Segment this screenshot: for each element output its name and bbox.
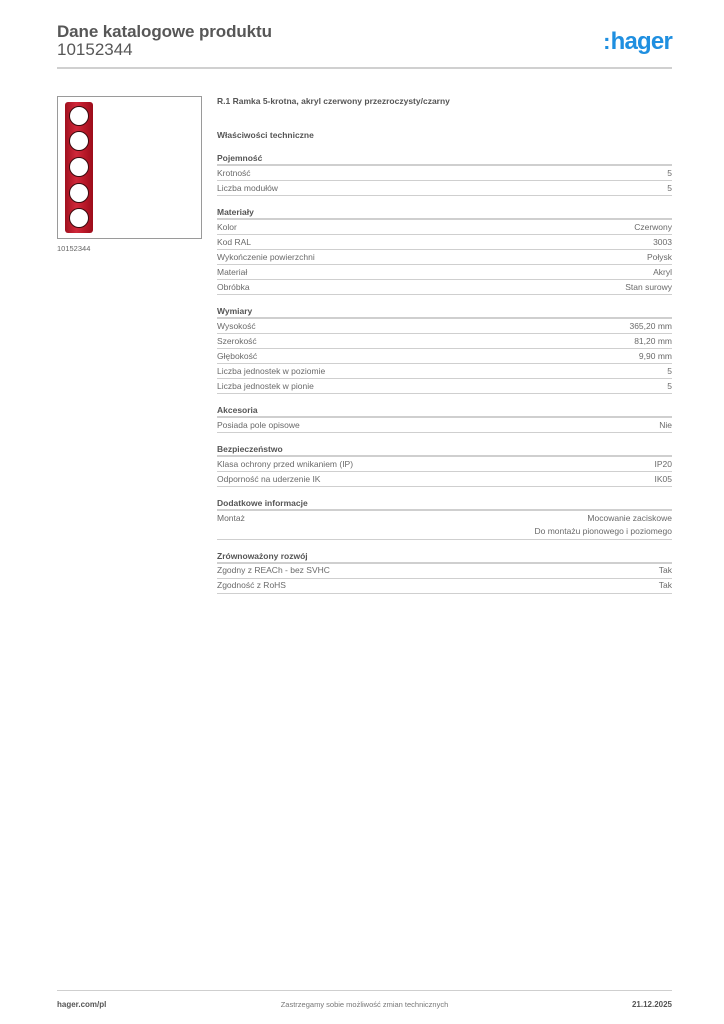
product-image xyxy=(57,96,202,239)
logo-text: hager xyxy=(610,28,672,55)
spec-value: 365,20 mm xyxy=(629,320,672,331)
spec-value: Tak xyxy=(658,565,672,575)
section-safety xyxy=(217,443,672,487)
spec-row xyxy=(217,349,672,364)
frame-opening xyxy=(69,208,89,228)
spec-label: Posiada pole opisowe xyxy=(217,419,300,430)
section-title: Dodatkowe informacje xyxy=(217,497,672,511)
spec-value: Stan surowy xyxy=(625,281,672,292)
hager-logo xyxy=(603,28,672,56)
section-title: Bezpieczeństwo xyxy=(217,443,672,457)
spec-row xyxy=(217,564,672,579)
image-caption: 10152344 xyxy=(57,244,91,253)
section-title: Zrównoważony rozwój xyxy=(217,550,672,564)
spec-label: Wysokość xyxy=(217,320,256,331)
disclaimer-text: Zastrzegamy sobie możliwość zmian technicznych xyxy=(280,1000,449,1009)
spec-label: Kod RAL xyxy=(217,236,252,247)
spec-label: Zgodny z REACh - bez SVHC xyxy=(217,565,330,575)
spec-value: 5 xyxy=(667,167,672,178)
section-capacity xyxy=(217,152,672,196)
spec-label: Klasa ochrony przed wnikaniem (IP) xyxy=(217,458,354,469)
frame-opening xyxy=(69,106,89,126)
spec-value: IK05 xyxy=(654,473,672,484)
frame-opening xyxy=(69,157,89,177)
spec-label: Krotność xyxy=(217,167,251,178)
logo-colon: : xyxy=(603,29,610,54)
spec-label: Kolor xyxy=(217,221,237,232)
spec-label: Liczba jednostek w poziomie xyxy=(217,365,326,376)
spec-row xyxy=(217,364,672,379)
spec-row xyxy=(217,418,672,433)
spec-value-line: Do montażu pionowego i poziomego xyxy=(534,526,672,536)
spec-row xyxy=(217,280,672,295)
red-5-gang-frame-image xyxy=(65,102,93,233)
section-title: Materiały xyxy=(217,206,672,220)
spec-value: Akryl xyxy=(653,266,672,277)
spec-label: Materiał xyxy=(217,266,248,277)
section-materials xyxy=(217,206,672,295)
section-sustainability xyxy=(217,550,672,594)
spec-row xyxy=(217,379,672,394)
spec-value: Tak xyxy=(658,580,672,590)
spec-row xyxy=(217,579,672,594)
spec-label: Szerokość xyxy=(217,335,257,346)
spec-row xyxy=(217,319,672,334)
frame-opening xyxy=(69,131,89,151)
website-link[interactable]: hager.com/pl xyxy=(57,1000,107,1009)
spec-row xyxy=(217,235,672,250)
product-title: R.1 Ramka 5-krotna, akryl czerwony przezroczysty/czarny xyxy=(217,96,450,106)
page-footer xyxy=(57,990,672,1009)
spec-value: 5 xyxy=(667,365,672,376)
spec-row xyxy=(217,250,672,265)
section-accessories xyxy=(217,404,672,433)
spec-value: Nie xyxy=(659,419,672,430)
spec-value: 9,90 mm xyxy=(638,350,672,361)
spec-value-line: Mocowanie zaciskowe xyxy=(587,512,672,523)
spec-value: 81,20 mm xyxy=(634,335,672,346)
spec-value xyxy=(534,512,672,539)
spec-row xyxy=(217,166,672,181)
spec-label: Liczba modułów xyxy=(217,182,278,193)
spec-row xyxy=(217,457,672,472)
section-dimensions xyxy=(217,305,672,394)
section-title: Wymiary xyxy=(217,305,672,319)
spec-label: Wykończenie powierzchni xyxy=(217,251,315,262)
spec-row xyxy=(217,472,672,487)
document-title: Dane katalogowe produktu xyxy=(57,22,272,41)
section-title: Akcesoria xyxy=(217,404,672,418)
product-details xyxy=(217,94,672,594)
spec-value: 5 xyxy=(667,182,672,193)
spec-label: Odporność na uderzenie IK xyxy=(217,473,321,484)
spec-value: Czerwony xyxy=(634,221,672,232)
spec-row xyxy=(217,181,672,196)
spec-value: 5 xyxy=(667,380,672,391)
section-title: Pojemność xyxy=(217,152,672,166)
spec-label: Głębokość xyxy=(217,350,258,361)
spec-label: Zgodność z RoHS xyxy=(217,580,286,590)
spec-row xyxy=(217,220,672,235)
product-number: 10152344 xyxy=(57,40,133,59)
spec-value: 3003 xyxy=(653,236,672,247)
page-header xyxy=(57,20,672,69)
document-date: 21.12.2025 xyxy=(631,1000,672,1009)
frame-opening xyxy=(69,183,89,203)
spec-value: Połysk xyxy=(646,251,672,262)
spec-label: Montaż xyxy=(217,512,245,523)
section-additional-info xyxy=(217,497,672,540)
spec-label: Obróbka xyxy=(217,281,250,292)
spec-row xyxy=(217,511,672,540)
spec-row xyxy=(217,265,672,280)
spec-row xyxy=(217,334,672,349)
technical-properties-heading: Właściwości techniczne xyxy=(217,130,314,140)
spec-label: Liczba jednostek w pionie xyxy=(217,380,314,391)
spec-value: IP20 xyxy=(654,458,672,469)
